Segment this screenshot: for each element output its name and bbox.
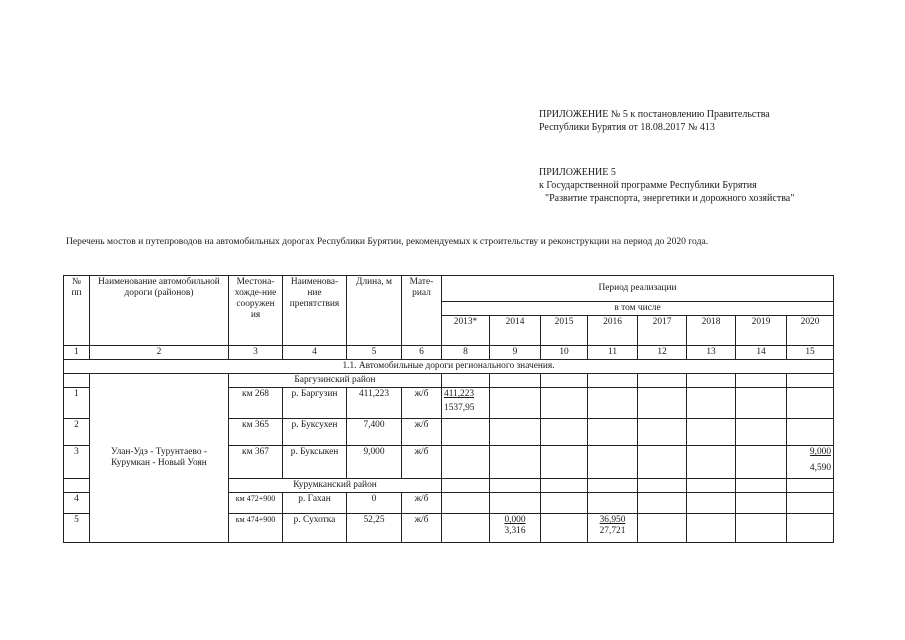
header-location: Местона-хожде-ние сооружен ия — [229, 276, 283, 346]
header-year: 2014 — [490, 316, 541, 346]
row-material: ж/б — [402, 493, 442, 514]
empty-cell — [687, 446, 736, 479]
empty-cell — [687, 374, 736, 388]
empty-cell — [687, 493, 736, 514]
column-number: 13 — [687, 346, 736, 360]
empty-cell — [442, 514, 490, 543]
empty-cell — [541, 388, 588, 419]
empty-cell — [442, 493, 490, 514]
header-including: в том числе — [442, 302, 834, 316]
row-obstacle: р. Буксухен — [283, 419, 347, 446]
program-header-line-2: к Государственной программе Республики Бурятия — [539, 180, 757, 191]
header-year: 2013* — [442, 316, 490, 346]
row-obstacle: р. Баргузин — [283, 388, 347, 419]
empty-cell — [442, 419, 490, 446]
row-obstacle: р. Сухотка — [283, 514, 347, 543]
row-length: 9,000 — [347, 446, 402, 479]
empty-cell — [541, 514, 588, 543]
empty-cell — [490, 479, 541, 493]
empty-cell — [638, 388, 687, 419]
value-volume: 411,223 — [444, 389, 475, 399]
row-material: ж/б — [402, 514, 442, 543]
empty-cell — [490, 493, 541, 514]
empty-cell — [588, 374, 638, 388]
row-2014 — [490, 514, 541, 543]
empty-cell — [787, 419, 834, 446]
empty-cell — [736, 419, 787, 446]
empty-cell — [736, 388, 787, 419]
bridges-table — [63, 275, 834, 543]
column-number: 14 — [736, 346, 787, 360]
header-road: Наименование автомобильной дороги (районов) — [90, 276, 229, 346]
row-2020 — [787, 446, 834, 479]
empty-cell — [588, 479, 638, 493]
column-number: 15 — [787, 346, 834, 360]
empty-cell — [638, 446, 687, 479]
empty-cell — [490, 374, 541, 388]
empty-cell — [687, 388, 736, 419]
empty-cell — [490, 419, 541, 446]
header-period: Период реализации — [442, 276, 834, 302]
empty-cell — [736, 374, 787, 388]
row-location: км 367 — [229, 446, 283, 479]
column-number: 11 — [588, 346, 638, 360]
row-num: 5 — [64, 514, 90, 543]
row-length: 52,25 — [347, 514, 402, 543]
row-material: ж/б — [402, 388, 442, 419]
program-header — [539, 166, 794, 205]
empty-cell — [787, 479, 834, 493]
row-material: ж/б — [402, 419, 442, 446]
empty-cell — [787, 374, 834, 388]
document-title: Перечень мостов и путепроводов на автомобильных дорогах Республики Бурятии, рекомендуемых к строительству и реконструкции на период до 2020 года. — [66, 236, 709, 247]
row-2013 — [442, 388, 490, 419]
empty-cell — [736, 446, 787, 479]
section-row — [64, 360, 834, 374]
district-name: Курумканский район — [229, 479, 442, 493]
header-year: 2016 — [588, 316, 638, 346]
header-material: Мате-риал — [402, 276, 442, 346]
column-number: 3 — [229, 346, 283, 360]
row-num: 4 — [64, 493, 90, 514]
empty-cell — [787, 514, 834, 543]
value-volume: 36,950 — [599, 515, 626, 525]
column-number: 8 — [442, 346, 490, 360]
empty-cell — [541, 374, 588, 388]
empty-cell — [588, 419, 638, 446]
header-obstacle: Наименова-ние препятствия — [283, 276, 347, 346]
column-number: 12 — [638, 346, 687, 360]
row-location: км 268 — [229, 388, 283, 419]
resolution-header — [539, 108, 770, 134]
empty-cell — [541, 479, 588, 493]
empty-cell — [588, 388, 638, 419]
value-cost: 3,316 — [504, 526, 526, 536]
header-year: 2019 — [736, 316, 787, 346]
section-title: 1.1. Автомобильные дороги регионального значения. — [64, 360, 834, 374]
empty-cell — [687, 514, 736, 543]
empty-cell — [638, 514, 687, 543]
resolution-header-line-2: Республики Бурятия от 18.08.2017 № 413 — [539, 122, 715, 133]
row-num: 3 — [64, 446, 90, 479]
row-location: км 365 — [229, 419, 283, 446]
row-num: 1 — [64, 388, 90, 419]
empty-cell — [638, 374, 687, 388]
empty-cell — [687, 419, 736, 446]
district-name: Баргузинский район — [229, 374, 442, 388]
empty-cell — [541, 419, 588, 446]
empty-cell — [442, 446, 490, 479]
empty-cell — [490, 388, 541, 419]
header-year: 2020 — [787, 316, 834, 346]
column-number: 2 — [90, 346, 229, 360]
column-number: 6 — [402, 346, 442, 360]
empty-cell — [588, 493, 638, 514]
empty-cell — [490, 446, 541, 479]
empty-cell — [442, 479, 490, 493]
value-cost: 27,721 — [599, 526, 626, 536]
value-cost: 4,590 — [809, 463, 831, 473]
column-number: 9 — [490, 346, 541, 360]
empty-cell — [787, 493, 834, 514]
program-header-line-1: ПРИЛОЖЕНИЕ 5 — [539, 167, 616, 178]
row-2016 — [588, 514, 638, 543]
row-length: 411,223 — [347, 388, 402, 419]
column-number: 10 — [541, 346, 588, 360]
row-location: км 472+900 — [229, 493, 283, 514]
empty-cell — [442, 374, 490, 388]
empty-cell — [64, 374, 90, 388]
table-header-row — [64, 276, 834, 302]
header-length: Длина, м — [347, 276, 402, 346]
empty-cell — [638, 419, 687, 446]
empty-cell — [541, 446, 588, 479]
empty-cell — [64, 479, 90, 493]
empty-cell — [736, 479, 787, 493]
value-volume: 0,000 — [504, 515, 526, 525]
row-material: ж/б — [402, 446, 442, 479]
column-number: 1 — [64, 346, 90, 360]
header-year: 2017 — [638, 316, 687, 346]
row-length: 7,400 — [347, 419, 402, 446]
road-name: Улан-Удэ - Турунтаево - Курумкан - Новый Уоян — [90, 374, 229, 543]
column-numbers-row — [64, 346, 834, 360]
column-number: 4 — [283, 346, 347, 360]
header-num: № пп — [64, 276, 90, 346]
empty-cell — [588, 446, 638, 479]
empty-cell — [541, 493, 588, 514]
row-obstacle: р. Буксыкен — [283, 446, 347, 479]
district-row — [64, 374, 834, 388]
value-volume: 9,000 — [809, 447, 831, 457]
column-number: 5 — [347, 346, 402, 360]
header-year: 2018 — [687, 316, 736, 346]
resolution-header-line-1: ПРИЛОЖЕНИЕ № 5 к постановлению Правительства — [539, 109, 770, 120]
row-obstacle: р. Гахан — [283, 493, 347, 514]
program-header-line-3: "Развитие транспорта, энергетики и дорожного хозяйства" — [545, 193, 795, 204]
empty-cell — [638, 493, 687, 514]
empty-cell — [787, 388, 834, 419]
empty-cell — [687, 479, 736, 493]
empty-cell — [736, 514, 787, 543]
header-year: 2015 — [541, 316, 588, 346]
row-num: 2 — [64, 419, 90, 446]
empty-cell — [736, 493, 787, 514]
empty-cell — [638, 479, 687, 493]
value-cost: 1537,95 — [444, 403, 475, 413]
row-location: км 474+900 — [229, 514, 283, 543]
row-length: 0 — [347, 493, 402, 514]
